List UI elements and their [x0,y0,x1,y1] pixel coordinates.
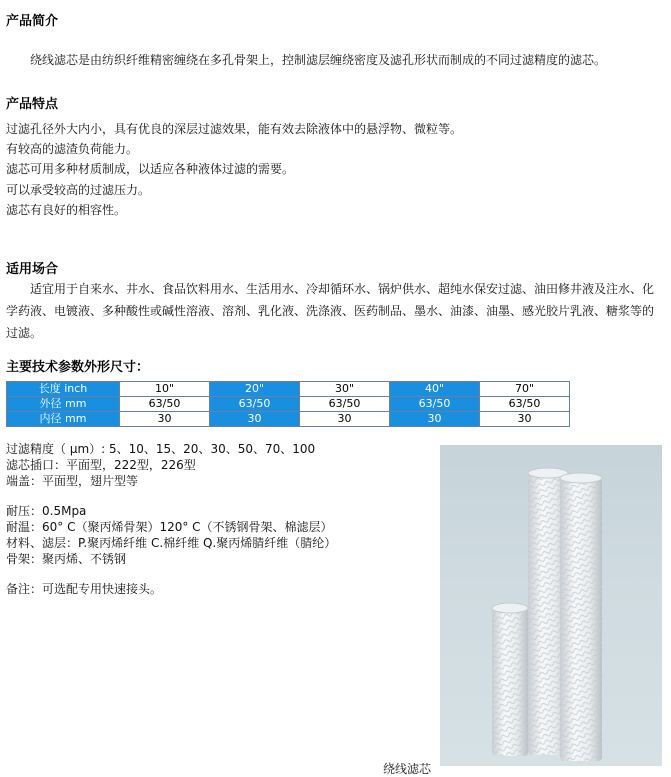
spec-pressure: 耐压：0.5Mpa [6,504,87,518]
table-cell: 10" [120,382,210,397]
spec-temperature: 耐温：60° C（聚丙烯骨架）120° C（不锈钢骨架、棉滤层） [6,520,333,534]
table-cell: 20" [210,382,300,397]
table-cell: 63/50 [390,397,480,412]
table-cell: 63/50 [300,397,390,412]
specs-heading: 主要技术参数外形尺寸： [6,360,150,375]
intro-heading: 产品简介 [6,14,59,29]
table-row [7,382,570,397]
applications-text: 适宜用于自来水、井水、食品饮料用水、生活用水、冷却循环水、锅炉供水、超纯水保安过滤、油田修井液及注水、化学药液、电镀液、多种酸性或碱性溶液、溶剂、乳化液、洗涤液、医药制品、墨水、油漆、油墨、感光胶片乳液、糖浆等的过滤。 [6,282,655,340]
spec-note: 备注：可选配专用快速接头。 [6,582,163,596]
feature-item: 滤芯可用多种材质制成，以适应各种液体过滤的需要。 [6,162,295,176]
short-filter-cartridge [492,603,528,756]
applications-heading: 适用场合 [6,262,59,277]
table-cell: 63/50 [210,397,300,412]
features-heading: 产品特点 [6,97,59,112]
spec-material: 材料、滤层：P.聚丙烯纤维 C.棉纤维 Q.聚丙烯腈纤维（腈纶） [6,536,337,550]
spec-endcap: 端盖：平面型，翅片型等 [6,474,139,488]
table-cell: 30 [210,412,300,427]
feature-item: 滤芯有良好的相容性。 [6,203,127,217]
spec-frame: 骨架：聚丙烯、不锈钢 [6,552,127,566]
feature-item: 有较高的滤渣负荷能力。 [6,142,139,156]
table-cell: 30 [480,412,570,427]
photo-caption: 绕线滤芯 [383,762,432,776]
spec-table [6,381,570,427]
filter-cartridge-illustration [440,445,662,766]
medium-filter-cartridge [560,473,602,761]
spec-precision: 过滤精度（ μm）: 5、10、15、20、30、50、70、100 [6,442,316,456]
table-row-label: 内径 mm [7,412,120,427]
feature-item: 可以承受较高的过滤压力。 [6,183,151,197]
table-cell: 30 [390,412,480,427]
product-photo [440,445,662,766]
table-row [7,412,570,427]
feature-item: 过滤孔径外大内小，具有优良的深层过滤效果，能有效去除液体中的悬浮物、微粒等。 [6,122,463,136]
table-cell: 70" [480,382,570,397]
table-cell: 30 [120,412,210,427]
table-row [7,397,570,412]
table-cell: 63/50 [480,397,570,412]
spec-connector: 滤芯插口：平面型，222型，226型 [6,458,196,472]
table-cell: 40" [390,382,480,397]
intro-text: 绕线滤芯是由纺织纤维精密缠绕在多孔骨架上，控制滤层缠绕密度及滤孔形状而制成的不同过滤精度的滤芯。 [30,53,607,67]
table-row-label: 长度 inch [7,382,120,397]
table-cell: 63/50 [120,397,210,412]
table-cell: 30 [300,412,390,427]
table-row-label: 外径 mm [7,397,120,412]
table-cell: 30" [300,382,390,397]
